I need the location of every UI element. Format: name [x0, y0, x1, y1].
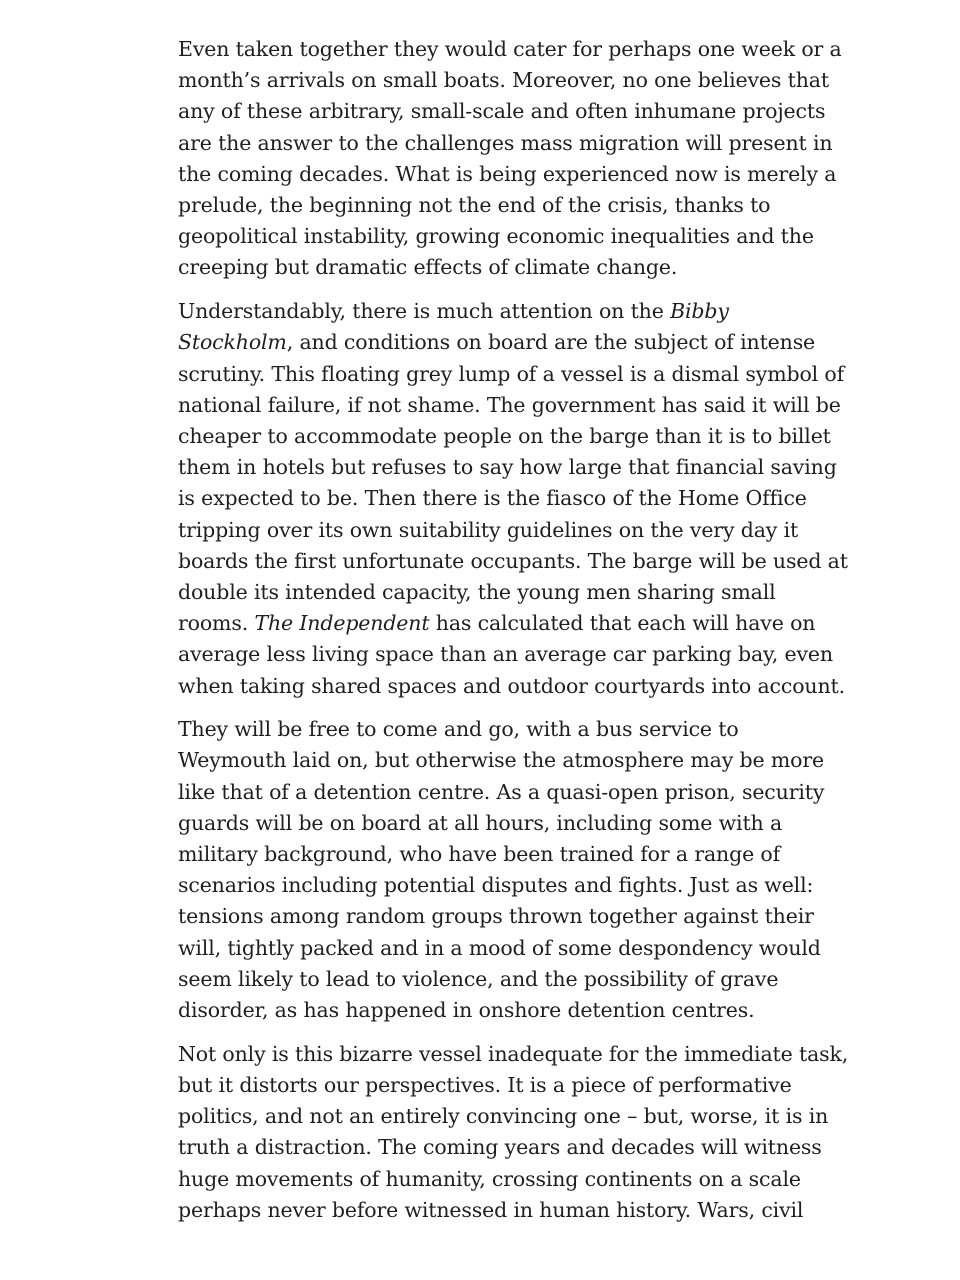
publication-name-italic: The Independent — [254, 611, 430, 636]
text-line: Even taken together they would cater for perhaps one week or a — [178, 37, 842, 61]
text-line: cheaper to accommodate people on the barge than it is to billet — [178, 423, 831, 448]
text-line: scenarios including potential disputes and fights. Just as well: — [178, 873, 814, 898]
paragraph-4 — [178, 1039, 849, 1226]
text-line: is expected to be. Then there is the fiasco of the Home Office — [178, 486, 807, 511]
text-line: creeping but dramatic effects of climate change. — [178, 255, 678, 280]
text-line: scrutiny. This floating grey lump of a vessel is a dismal symbol of — [178, 361, 845, 386]
paragraph-1 — [178, 34, 842, 284]
paragraph-2 — [178, 296, 848, 702]
ship-name-italic: Stockholm — [178, 330, 287, 355]
text-line: seem likely to lead to violence, and the possibility of grave — [178, 966, 779, 991]
text-line: tripping over its own suitability guidelines on the very day it — [178, 517, 799, 542]
text-line: when taking shared spaces and outdoor courtyards into account. — [178, 673, 845, 698]
text-line: month’s arrivals on small boats. Moreover, no one believes that — [178, 68, 829, 93]
text-line: prelude, the beginning not the end of the crisis, thanks to — [178, 193, 771, 218]
text-line: are the answer to the challenges mass migration will present in — [178, 130, 833, 155]
text-line: average less living space than an average car parking bay, even — [178, 642, 833, 667]
text-line: them in hotels but refuses to say how large that financial saving — [178, 455, 837, 480]
text-line: perhaps never before witnessed in human history. Wars, civil — [178, 1197, 804, 1222]
text-line — [178, 608, 816, 639]
text-line: geopolitical instability, growing economic inequalities and the — [178, 224, 814, 249]
text-line: disorder, as has happened in onshore detention centres. — [178, 998, 755, 1023]
text-line: Weymouth laid on, but otherwise the atmosphere may be more — [178, 748, 824, 773]
text-run: has calculated that each will have on — [429, 611, 816, 636]
text-run: Understandably, there is much attention on the — [178, 299, 671, 324]
text-line: huge movements of humanity, crossing continents on a scale — [178, 1166, 801, 1191]
text-line: guards will be on board at all hours, including some with a — [178, 810, 783, 835]
text-line: truth a distraction. The coming years and decades will witness — [178, 1135, 822, 1160]
text-line: politics, and not an entirely convincing one – but, worse, it is in — [178, 1104, 829, 1129]
text-line: tensions among random groups thrown together against their — [178, 904, 814, 929]
text-run: , and conditions on board are the subject of intense — [286, 330, 816, 355]
text-line: national failure, if not shame. The government has said it will be — [178, 392, 841, 417]
text-line — [178, 296, 788, 327]
text-line: but it distorts our perspectives. It is a piece of performative — [178, 1073, 792, 1097]
text-line: double its intended capacity, the young men sharing small — [178, 579, 776, 604]
text-line: will, tightly packed and in a mood of some despondency would — [178, 935, 821, 960]
article-body — [178, 34, 849, 1239]
text-line: They will be free to come and go, with a bus service to — [178, 717, 739, 742]
text-line: boards the first unfortunate occupants. The barge will be used at — [178, 548, 848, 573]
ship-name-italic: Bibby — [670, 299, 729, 324]
paragraph-3 — [178, 714, 825, 1026]
text-run: rooms. — [178, 611, 255, 636]
text-line: any of these arbitrary, small-scale and often inhumane projects — [178, 99, 826, 124]
text-line: military background, who have been trained for a range of — [178, 842, 781, 867]
text-line: the coming decades. What is being experienced now is merely a — [178, 161, 837, 186]
text-line: like that of a detention centre. As a quasi-open prison, security — [178, 779, 825, 804]
text-line — [178, 327, 816, 358]
text-line: Not only is this bizarre vessel inadequate for the immediate task, — [178, 1041, 849, 1066]
